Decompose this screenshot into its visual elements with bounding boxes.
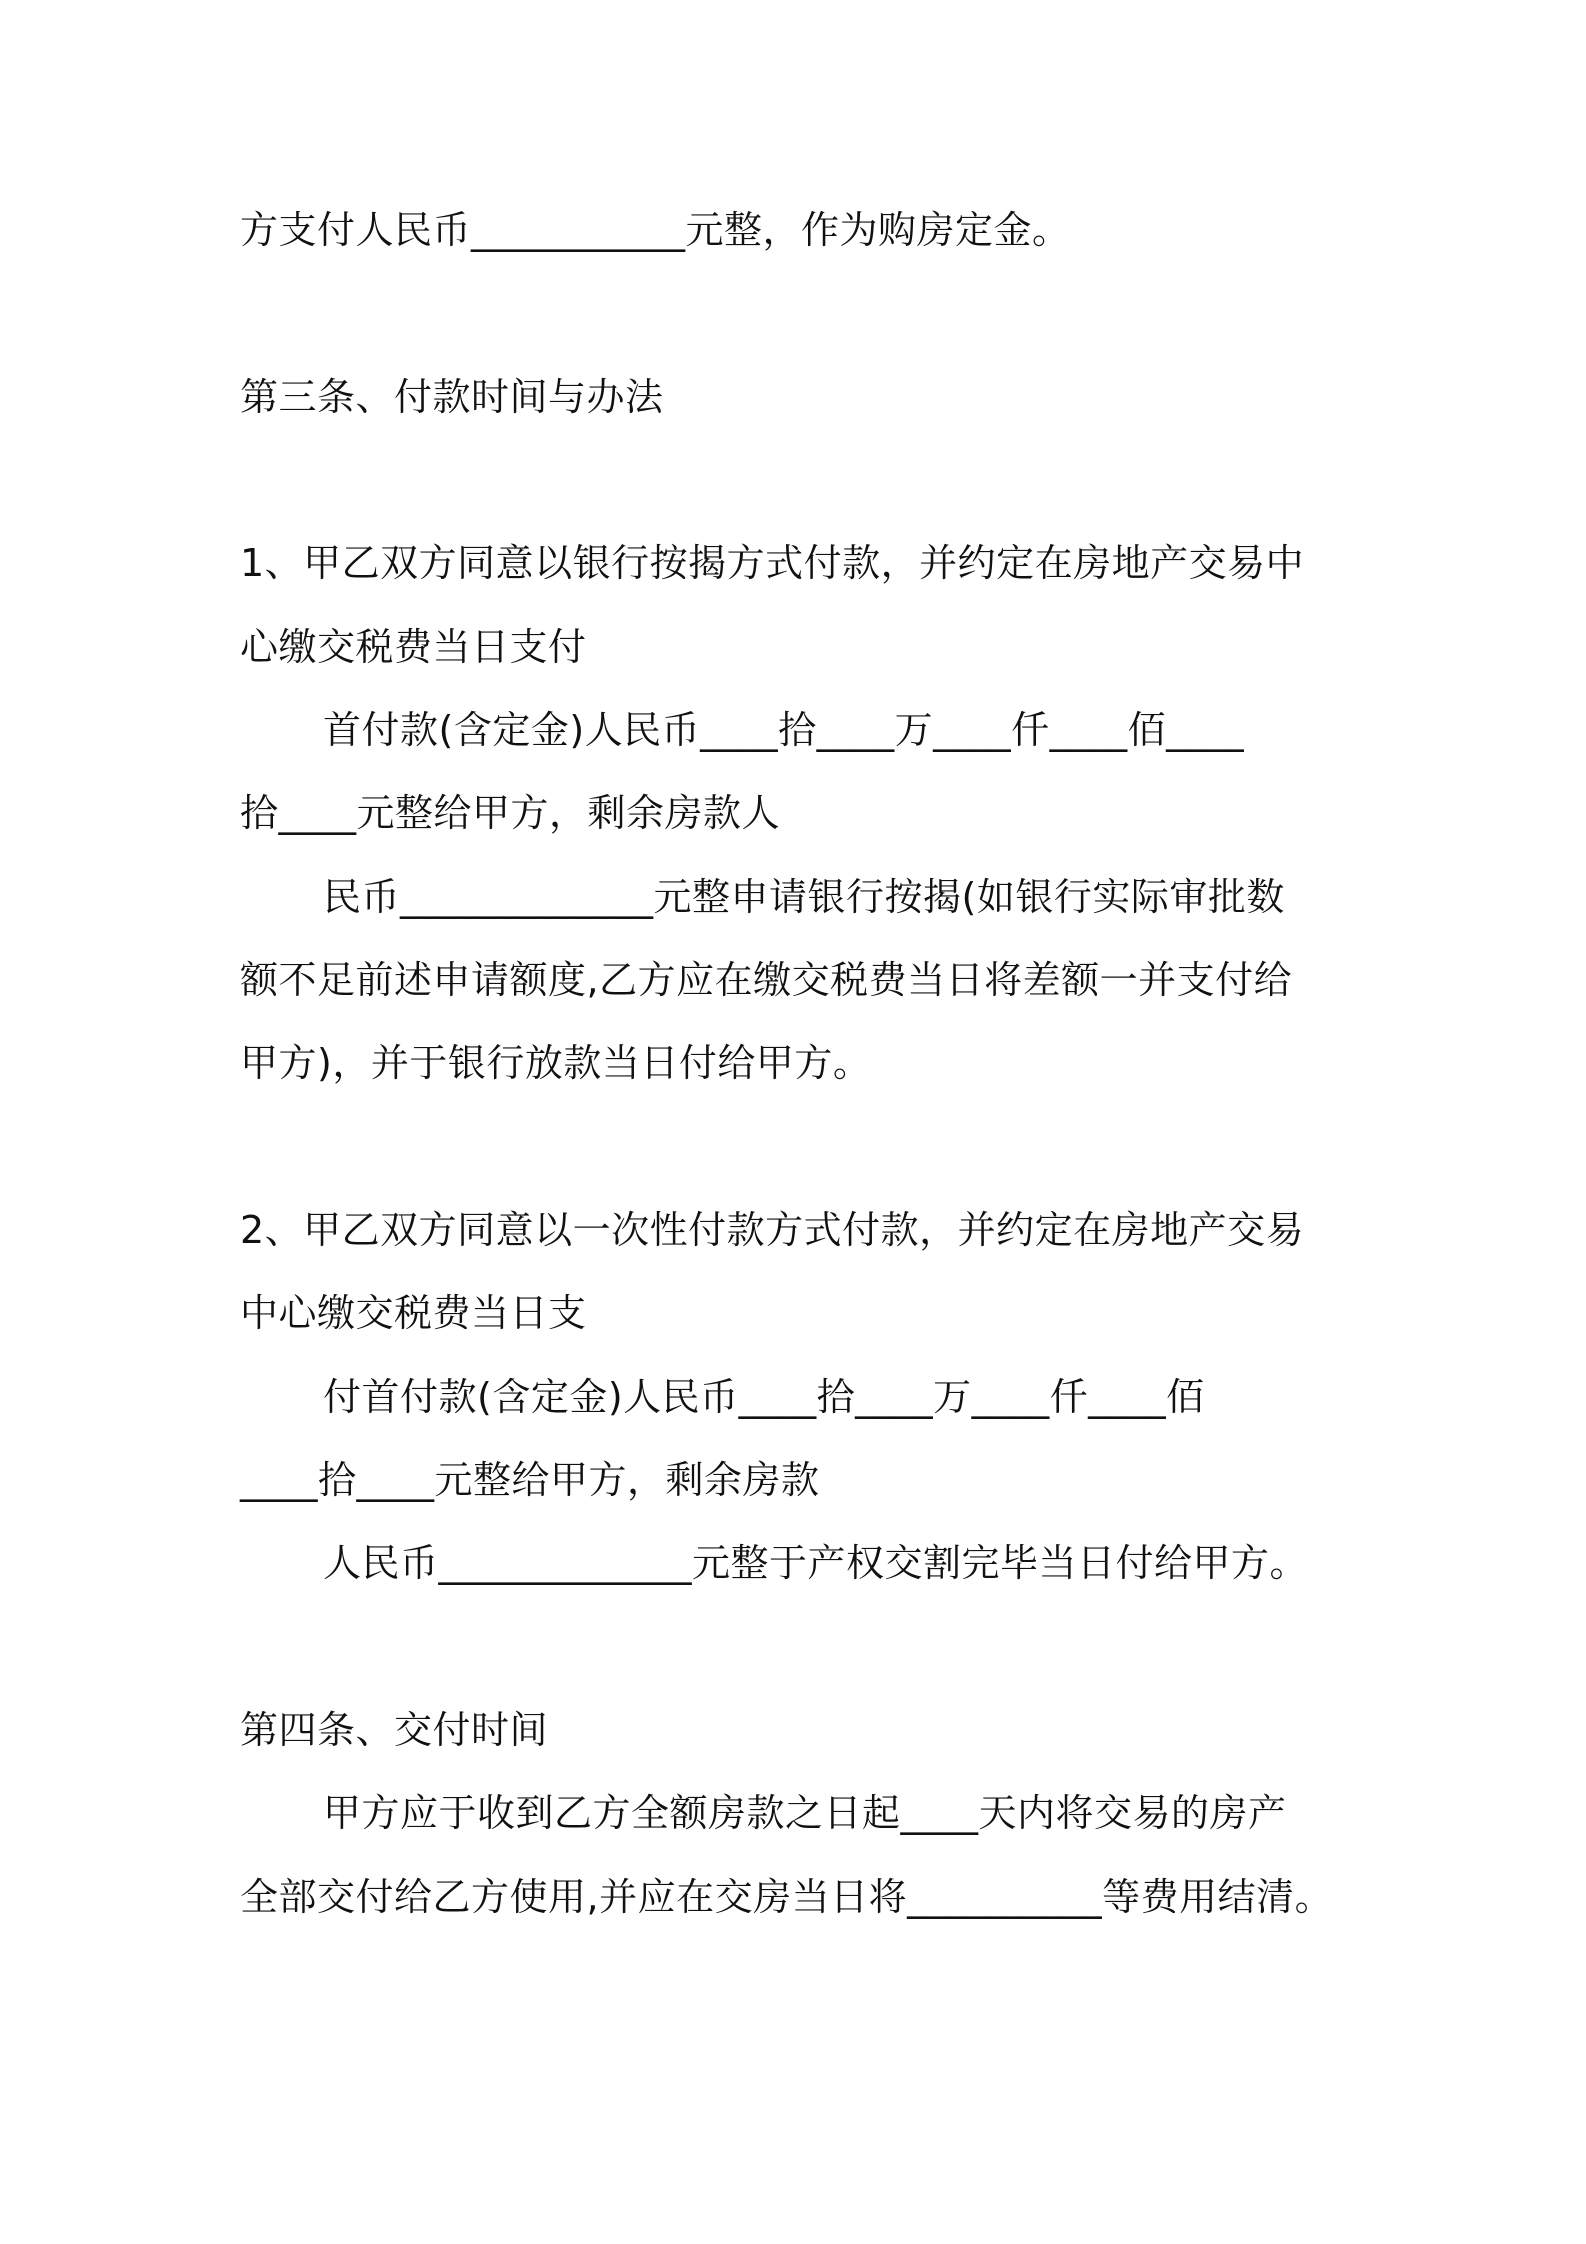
text-line: 民币_____________元整申请银行按揭(如银行实际审批数 [323, 875, 1285, 919]
text-line: 首付款(含定金)人民币____拾____万____仟____佰____ [323, 708, 1245, 752]
text-line: 付首付款(含定金)人民币____拾____万____仟____佰 [323, 1375, 1205, 1419]
text-line: ____拾____元整给甲方，剩余房款 [240, 1458, 820, 1502]
text-line: 1、甲乙双方同意以银行按揭方式付款，并约定在房地产交易中 [240, 541, 1305, 585]
text-line: 中心缴交税费当日支 [240, 1291, 587, 1335]
text-line: 2、甲乙双方同意以一次性付款方式付款，并约定在房地产交易 [240, 1208, 1305, 1252]
section-heading: 第三条、付款时间与办法 [240, 375, 664, 419]
text-line: 额不足前述申请额度,乙方应在缴交税费当日将差额一并支付给 [240, 958, 1293, 1002]
text-line: 甲方)，并于银行放款当日付给甲方。 [240, 1041, 872, 1085]
text-line: 人民币_____________元整于产权交割完毕当日付给甲方。 [323, 1541, 1309, 1585]
section-heading: 第四条、交付时间 [240, 1708, 549, 1752]
text-line: 甲方应于收到乙方全额房款之日起____天内将交易的房产 [323, 1791, 1287, 1835]
text-line: 全部交付给乙方使用,并应在交房当日将__________等费用结清。 [240, 1875, 1334, 1919]
text-line: 拾____元整给甲方，剩余房款人 [240, 791, 781, 835]
text-line: 心缴交税费当日支付 [240, 625, 587, 669]
text-line: 方支付人民币___________元整，作为购房定金。 [240, 208, 1071, 252]
